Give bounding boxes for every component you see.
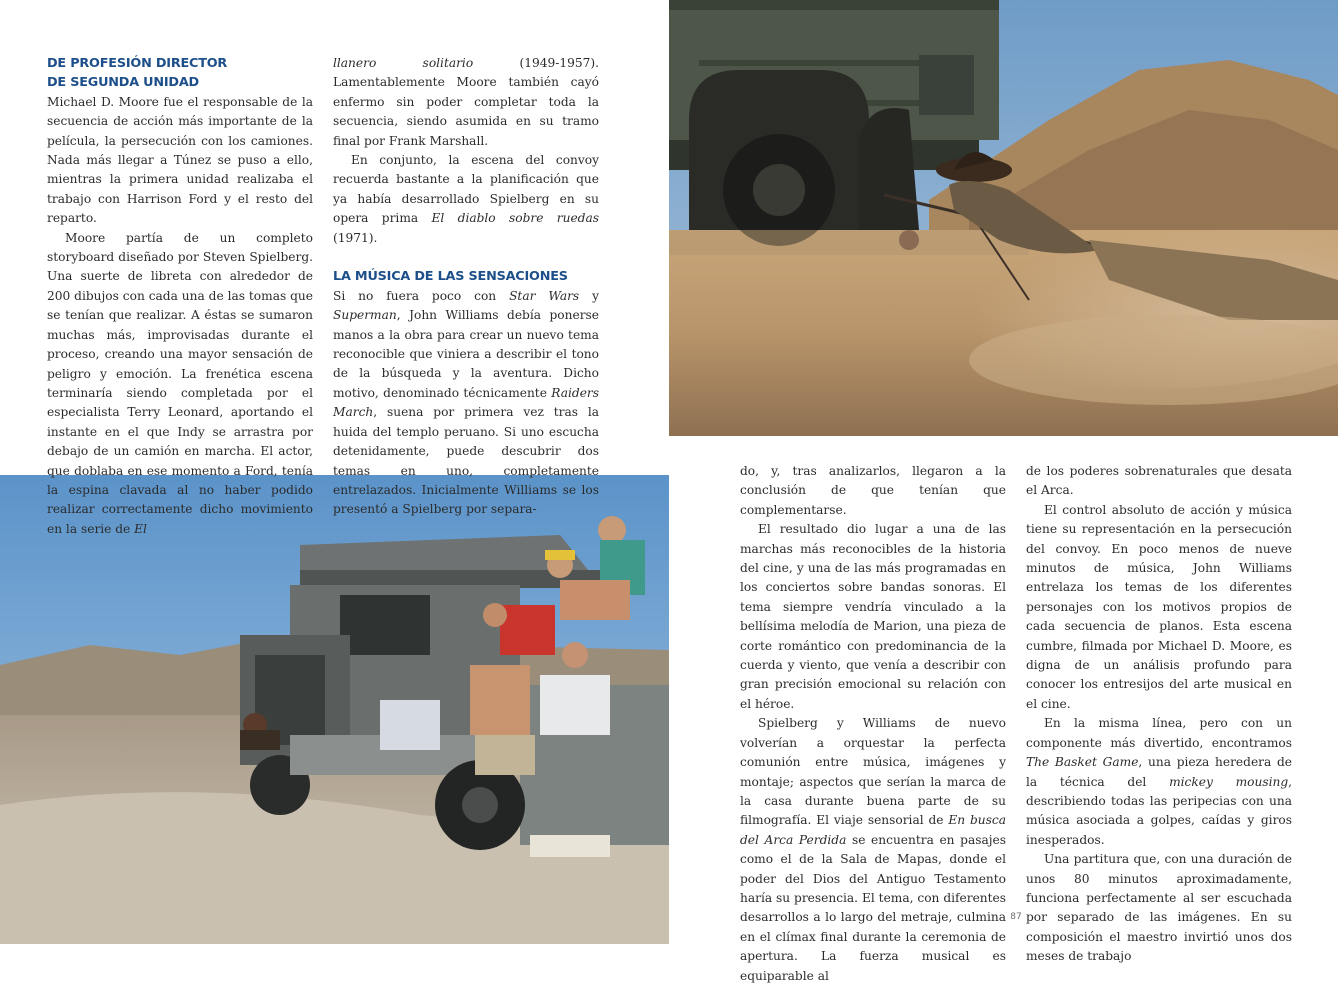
- paragraph-text: , suena por primera vez tras la huida del templo peruano. Si uno escucha detenidamente, puede descubrir dos temas en uno, completamente entrelazados. Inicialmente Williams se los presentó a Spielberg por separa-: [333, 405, 599, 517]
- italic-title: El: [134, 521, 147, 536]
- italic-title: El diablo sobre ruedas: [431, 211, 599, 226]
- paragraph-continued: de los poderes sobrenaturales que desata el Arca.: [1026, 464, 1292, 498]
- paragraph-text: En conjunto, la escena del convoy recuerda bastante a la planificación que ya había desarrollado Spielberg en su opera prima: [333, 153, 599, 226]
- paragraph-text: , John Williams debía ponerse manos a la obra para crear un nuevo tema reconocible que viniera a describir el tono de la búsqueda y la aventura. Dicho motivo, denominado técnicamente: [333, 308, 599, 400]
- photo-crew-truck-graphic: [0, 475, 669, 944]
- paragraph-text: Spielberg y Williams de nuevo volverían a orquestar la perfecta comunión entre música, imágenes y montaje; aspectos que serían la marca de la casa durante buena parte de su filmografía. El viaje sensorial de: [740, 716, 1006, 828]
- photo-truck-drag-graphic: [669, 0, 1338, 436]
- paragraph-text: En la misma línea, pero con un componente más divertido, encontramos: [1026, 716, 1292, 750]
- paragraph-continued: do, y, tras analizarlos, llegaron a la conclusión de que tenían que complementarse.: [740, 464, 1006, 517]
- paragraph-text: se encuentra en pasajes como el de la Sala de Mapas, donde el poder del Dios del Antiguo Testamento haría su presencia. El tema, con diferentes desarrollos a lo largo del metraje, culmina en el clímax final durante la ceremonia de apertura.: [740, 832, 1006, 964]
- text-column-4: [1026, 462, 1292, 967]
- heading-line-1: DE PROFESIÓN DIRECTOR: [47, 56, 228, 71]
- paragraph-text: y: [579, 288, 599, 303]
- italic-title: The Basket Game: [1026, 755, 1139, 770]
- paragraph-text: (1971).: [333, 230, 378, 245]
- italic-title: Star Wars: [509, 288, 580, 303]
- page-number: 87: [1010, 912, 1022, 922]
- paragraph: El control absoluto de acción y música tiene su representación en la persecución del convoy. En poco menos de nueve minutos de música, John Williams entrelaza los temas de los diferentes personajes con los motivos propios de cada secuencia de planos. Esta escena cumbre, filmada por Michael D. Moore, es digna de un análisis profundo para conocer los entresijos del arte musical en el cine.: [1026, 502, 1292, 711]
- section-heading-segunda-unidad: [47, 54, 313, 93]
- paragraph-text: , una pieza heredera de la técnica del: [1026, 755, 1292, 789]
- text-column-1: [47, 54, 313, 539]
- paragraph-text: Moore partía de un completo storyboard diseñado por Steven Spielberg. Una suerte de libreta con alrededor de 200 dibujos con cada una de las tomas que se tenían que realizar. A éstas se sumaron muchas más, improvisadas durante el proceso, creando una mayor sensación de peligro y emoción. La frenética escena terminaría siendo completada por el especialista Terry Leonard, aportando el instante en el que Indy se arrastra por debajo de un camión en marcha. El actor, que doblaba en ese momento a Ford, tenía la espina clavada al no haber podido realizar correctamente dicho movimiento en la serie de: [47, 230, 313, 536]
- heading-line-2: DE SEGUNDA UNIDAD: [47, 75, 199, 91]
- text-column-3: [740, 462, 1006, 986]
- paragraph-text: La fuerza musical es equiparable al: [740, 949, 1006, 983]
- paragraph: [740, 714, 1006, 986]
- paragraph-continued: [333, 54, 599, 151]
- photo-crew-truck: [0, 475, 669, 944]
- photo-truck-drag: [669, 0, 1338, 436]
- italic-title: mickey mousing: [1169, 774, 1289, 789]
- paragraph: El resultado dio lugar a una de las marchas más reconocibles de la historia del cine, y una de las más programadas en los conciertos sobre bandas sonoras. El tema siempre vendría vinculado a la bellísima melodía de Marion, una pieza de corte romántico con predominancia de la cuerda y viento, que venía a describir con gran precisión emocional su relación con el héroe.: [740, 522, 1006, 711]
- text-column-2: [333, 54, 599, 520]
- paragraph-text: Si no fuera poco con: [333, 288, 510, 303]
- section-heading-musica: LA MÚSICA DE LAS SENSACIONES: [333, 269, 568, 285]
- paragraph: [1026, 714, 1292, 850]
- paragraph-text: (1949-1957). Lamentablemente Moore también cayó enfermo sin poder completar toda la secuencia, siendo asumida en su tramo final por Frank Marshall.: [333, 56, 599, 148]
- italic-title: Superman: [333, 308, 397, 323]
- paragraph: [47, 229, 313, 540]
- paragraph-text: , describiendo todas las peripecias con una música asociada a golpes, caídas y giros inesperados.: [1026, 774, 1293, 847]
- paragraph: Michael D. Moore fue el responsable de la secuencia de acción más importante de la película, la persecución con los camiones. Nada más llegar a Túnez se puso a ello, mientras la primera unidad realizaba el trabajo con Harrison Ford y el resto del reparto.: [47, 94, 313, 226]
- paragraph: [333, 287, 599, 520]
- paragraph: [333, 151, 599, 248]
- paragraph: Una partitura que, con una duración de unos 80 minutos aproximadamente, funciona perfectamente al ser escuchada por separado de las imágenes. En su composición el maestro invirtió unos dos meses de trabajo: [1026, 852, 1292, 964]
- italic-title: En busca del Arca Perdida: [740, 813, 1006, 847]
- italic-title: Raiders March: [333, 385, 599, 420]
- italic-title: llanero solitario: [333, 56, 474, 70]
